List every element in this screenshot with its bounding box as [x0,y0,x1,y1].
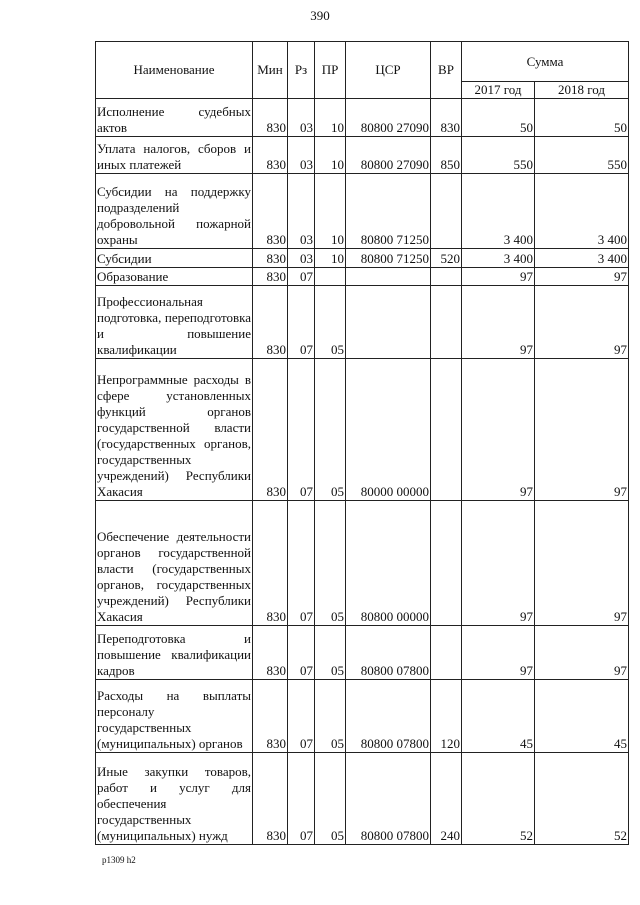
row-min: 830 [253,99,288,137]
row-vr: 850 [431,137,462,174]
row-csr: 80800 07800 [346,626,431,680]
row-sum-2018: 3 400 [535,174,629,249]
row-csr: 80800 71250 [346,174,431,249]
header-pr: ПР [315,42,346,99]
row-name: Иные закупки товаров, работ и услуг для обеспечения государственных (муниципальных) нужд [96,753,253,845]
row-csr: 80800 07800 [346,753,431,845]
row-rz: 07 [288,680,315,753]
header-sum: Сумма [462,42,629,82]
table-row [96,268,629,286]
header-name: Наименование [96,42,253,99]
row-name: Профессиональная подготовка, переподготовка и повышение квалификации [96,286,253,359]
row-vr: 830 [431,99,462,137]
row-sum-2018: 3 400 [535,249,629,268]
row-rz: 03 [288,137,315,174]
row-rz: 07 [288,268,315,286]
row-min: 830 [253,286,288,359]
row-sum-2018: 97 [535,286,629,359]
row-sum-2017: 3 400 [462,174,535,249]
row-sum-2017: 97 [462,501,535,626]
table-row [96,359,629,501]
row-rz: 03 [288,249,315,268]
row-pr: 05 [315,753,346,845]
row-vr: 520 [431,249,462,268]
row-min: 830 [253,249,288,268]
header-min: Мин [253,42,288,99]
row-name: Обеспечение деятельности органов государственной власти (государственных органов, государственных учреждений) Республики Хакасия [96,501,253,626]
row-pr: 10 [315,99,346,137]
row-name: Непрограммные расходы в сфере установленных функций органов государственной власти (государственных органов, государственных учреждений) Республики Хакасия [96,359,253,501]
row-vr: 240 [431,753,462,845]
row-sum-2017: 97 [462,359,535,501]
row-sum-2017: 45 [462,680,535,753]
row-pr: 05 [315,626,346,680]
row-csr: 80800 00000 [346,501,431,626]
row-pr: 10 [315,249,346,268]
row-sum-2018: 50 [535,99,629,137]
row-sum-2018: 97 [535,626,629,680]
row-pr: 05 [315,286,346,359]
row-pr: 05 [315,359,346,501]
row-name: Уплата налогов, сборов и иных платежей [96,137,253,174]
table-row [96,286,629,359]
row-sum-2018: 97 [535,501,629,626]
page-number: 390 [310,8,330,23]
row-min: 830 [253,268,288,286]
row-csr: 80800 71250 [346,249,431,268]
row-pr: 10 [315,137,346,174]
row-min: 830 [253,174,288,249]
table-row [96,501,629,626]
row-sum-2017: 97 [462,286,535,359]
row-rz: 07 [288,753,315,845]
row-vr [431,626,462,680]
row-sum-2018: 550 [535,137,629,174]
row-sum-2017: 3 400 [462,249,535,268]
row-min: 830 [253,753,288,845]
footer-code: р1309 h2 [102,855,136,865]
row-min: 830 [253,501,288,626]
header-rz: Рз [288,42,315,99]
row-sum-2017: 52 [462,753,535,845]
row-vr [431,286,462,359]
table-row [96,174,629,249]
row-csr: 80800 27090 [346,137,431,174]
row-vr [431,174,462,249]
row-vr: 120 [431,680,462,753]
header-vr: ВР [431,42,462,99]
row-min: 830 [253,359,288,501]
header-year-2018: 2018 год [535,82,629,99]
row-pr: 10 [315,174,346,249]
row-name: Расходы на выплаты персоналу государственных (муниципальных) органов [96,680,253,753]
row-rz: 07 [288,626,315,680]
row-sum-2018: 45 [535,680,629,753]
row-vr [431,268,462,286]
row-csr: 80000 00000 [346,359,431,501]
row-csr: 80800 07800 [346,680,431,753]
row-name: Образование [96,268,253,286]
table-row [96,137,629,174]
row-vr [431,501,462,626]
header-year-2017: 2017 год [462,82,535,99]
table-row [96,753,629,845]
row-pr [315,268,346,286]
row-sum-2017: 97 [462,268,535,286]
row-sum-2018: 52 [535,753,629,845]
row-min: 830 [253,626,288,680]
row-rz: 07 [288,359,315,501]
row-name: Субсидии [96,249,253,268]
row-csr: 80800 27090 [346,99,431,137]
row-csr [346,268,431,286]
row-sum-2017: 97 [462,626,535,680]
row-rz: 03 [288,174,315,249]
row-pr: 05 [315,680,346,753]
row-sum-2017: 550 [462,137,535,174]
row-csr [346,286,431,359]
row-rz: 07 [288,501,315,626]
row-name: Субсидии на поддержку подразделений добровольной пожарной охраны [96,174,253,249]
row-rz: 07 [288,286,315,359]
table-row [96,99,629,137]
table-row [96,626,629,680]
row-sum-2017: 50 [462,99,535,137]
table-row [96,249,629,268]
row-sum-2018: 97 [535,359,629,501]
row-min: 830 [253,680,288,753]
row-name: Переподготовка и повышение квалификации кадров [96,626,253,680]
row-min: 830 [253,137,288,174]
row-vr [431,359,462,501]
header-csr: ЦСР [346,42,431,99]
budget-table [95,41,629,845]
row-sum-2018: 97 [535,268,629,286]
row-rz: 03 [288,99,315,137]
table-row [96,680,629,753]
row-name: Исполнение судебных актов [96,99,253,137]
row-pr: 05 [315,501,346,626]
